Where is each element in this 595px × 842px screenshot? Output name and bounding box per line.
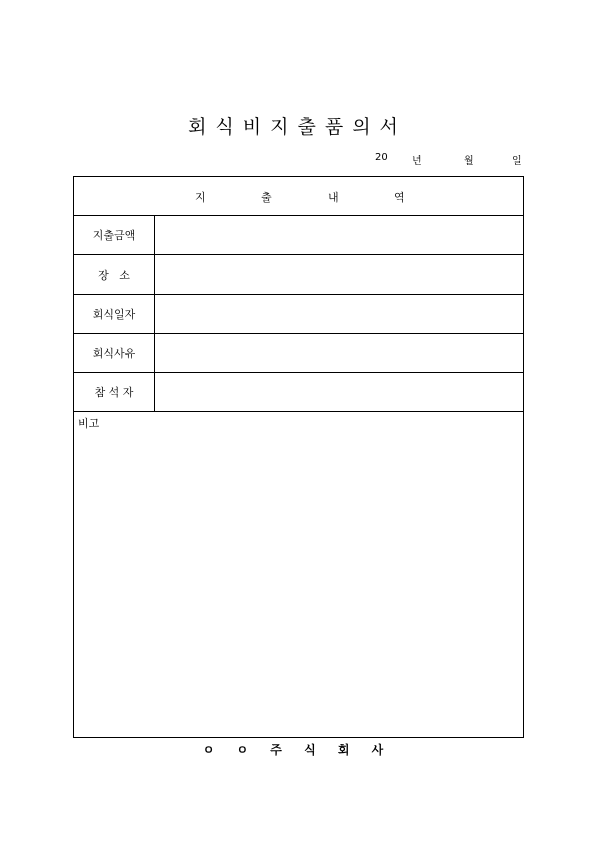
- header-char: 출: [261, 191, 272, 204]
- dinner-date-field[interactable]: [155, 295, 523, 333]
- header-char: 내: [328, 191, 339, 204]
- company-name: ㅇ ㅇ 주 식 회 사: [202, 743, 393, 757]
- attendees-field[interactable]: [155, 373, 523, 411]
- section-header: [74, 177, 523, 216]
- date-year-label: 년: [412, 156, 422, 167]
- reason-field[interactable]: [155, 334, 523, 372]
- remarks-area[interactable]: [74, 412, 523, 737]
- row-place: [74, 255, 523, 295]
- date-month-label: 월: [464, 156, 474, 167]
- row-label: 참 석 자: [74, 373, 155, 411]
- row-date: [74, 295, 523, 334]
- date-year-prefix: 20: [375, 152, 388, 163]
- document-title: 회식비지출품의서: [188, 116, 407, 138]
- row-label: 장 소: [74, 255, 155, 294]
- header-char: 역: [394, 191, 405, 204]
- header-char: 지: [195, 191, 206, 204]
- date-line: [0, 152, 595, 168]
- remarks-label: 비고: [78, 417, 100, 430]
- row-attendees: [74, 373, 523, 412]
- place-field[interactable]: [155, 255, 523, 294]
- amount-field[interactable]: [155, 216, 523, 254]
- row-amount: [74, 216, 523, 255]
- row-reason: [74, 334, 523, 373]
- row-label: 회식일자: [74, 295, 155, 333]
- row-label: 회식사유: [74, 334, 155, 372]
- date-day-label: 일: [512, 156, 522, 167]
- expense-form: [73, 176, 524, 738]
- row-label: 지출금액: [74, 216, 155, 254]
